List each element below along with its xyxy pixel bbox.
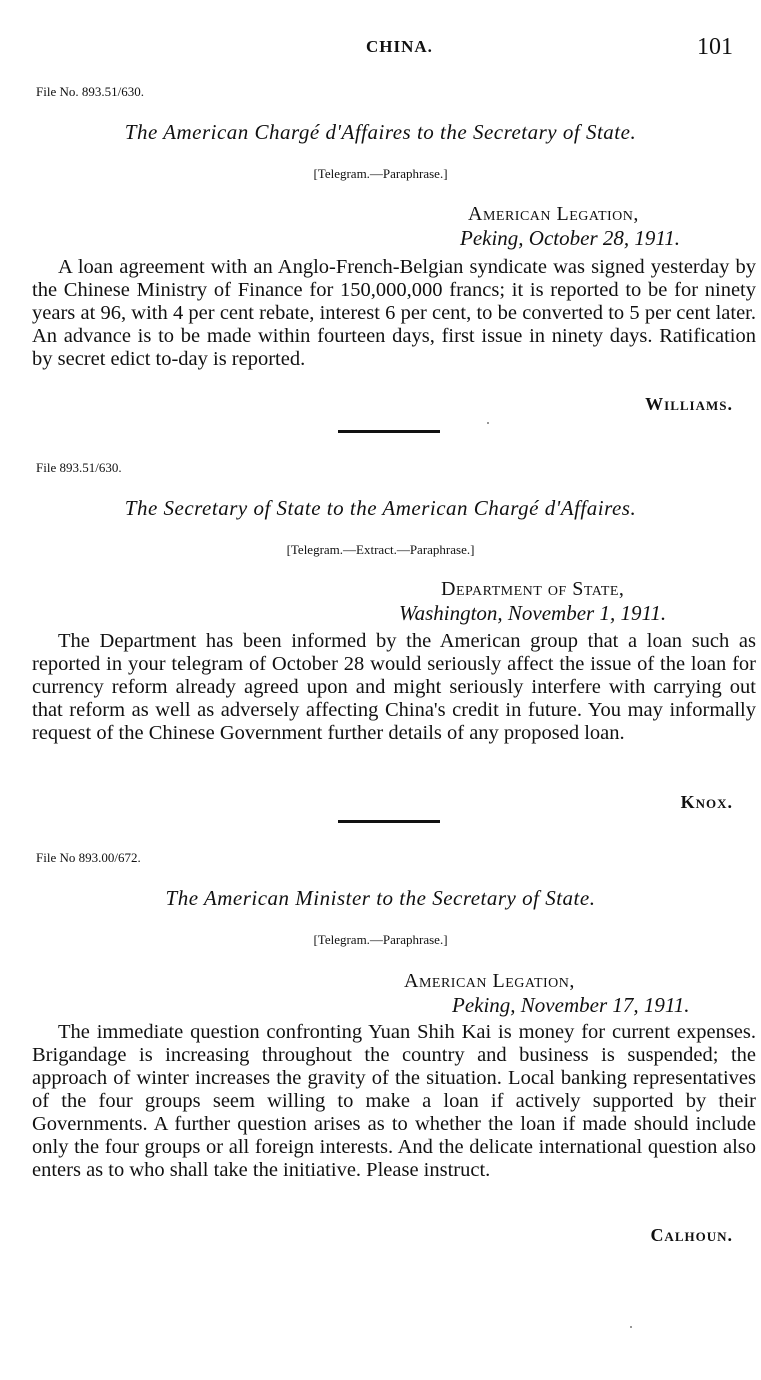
document-body: The immediate question confronting Yuan Shih Kai is money for current expenses. Brigandage is increasing throughout the country and business is suspended; the approach of winter increases the gravity of the situation. Local banking representatives of the four groups seem willing to make a loan if actively supported by their Governments. A further question arises as to whether the loan if made should include only the four groups or all foreign interests. And the delicate international question also enters as to who shall take the initiative. Please instruct. xyxy=(32,1021,756,1181)
document-title: The Secretary of State to the American Chargé d'Affaires. xyxy=(124,496,637,520)
document-title: The American Minister to the Secretary of State. xyxy=(165,886,596,910)
section-divider xyxy=(338,430,440,433)
file-number: File No. 893.51/630. xyxy=(36,84,144,99)
document-title: The American Chargé d'Affaires to the Secretary of State. xyxy=(124,120,637,144)
dateline-place: American Legation, xyxy=(404,970,575,992)
telegram-note: [Telegram.—Paraphrase.] xyxy=(313,932,448,947)
document-body: A loan agreement with an Anglo-French-Belgian syndicate was signed yesterday by the Chinese Ministry of Finance for 150,000,000 francs; it is reported to be for ninety years at 96, with 4 per cent rebate, interest 6 per cent, to be converted to 5 per cent later. An advance is to be made within fourteen days, first issue in ninety days. Ratification by secret edict to-day is reported. xyxy=(32,256,756,370)
signature: Williams. xyxy=(645,394,733,414)
section-divider xyxy=(338,820,440,823)
running-title: CHINA. xyxy=(366,37,433,56)
document-body: The Department has been informed by the American group that a loan such as reported in your telegram of October 28 would seriously affect the issue of the loan for currency reform already agreed upon and might seriously interfere with carrying out that reform as well as adversely affecting China's credit in future. You may informally request of the Chinese Government further details of any proposed loan. xyxy=(32,630,756,744)
dateline-place: American Legation, xyxy=(468,203,639,225)
page-number: 101 xyxy=(697,34,733,60)
signature: Knox. xyxy=(680,792,733,812)
dateline-date: Peking, November 17, 1911. xyxy=(452,993,690,1017)
scan-speck xyxy=(487,422,489,424)
dateline-place: Department of State, xyxy=(441,578,625,600)
telegram-note: [Telegram.—Paraphrase.] xyxy=(313,166,448,181)
file-number: File No 893.00/672. xyxy=(36,850,141,865)
running-header xyxy=(0,34,761,64)
dateline-date: Peking, October 28, 1911. xyxy=(460,226,681,250)
scan-speck xyxy=(630,1326,632,1328)
signature: Calhoun. xyxy=(650,1225,733,1245)
file-number: File 893.51/630. xyxy=(36,460,122,475)
dateline-date: Washington, November 1, 1911. xyxy=(399,601,667,625)
telegram-note: [Telegram.—Extract.—Paraphrase.] xyxy=(286,542,475,557)
